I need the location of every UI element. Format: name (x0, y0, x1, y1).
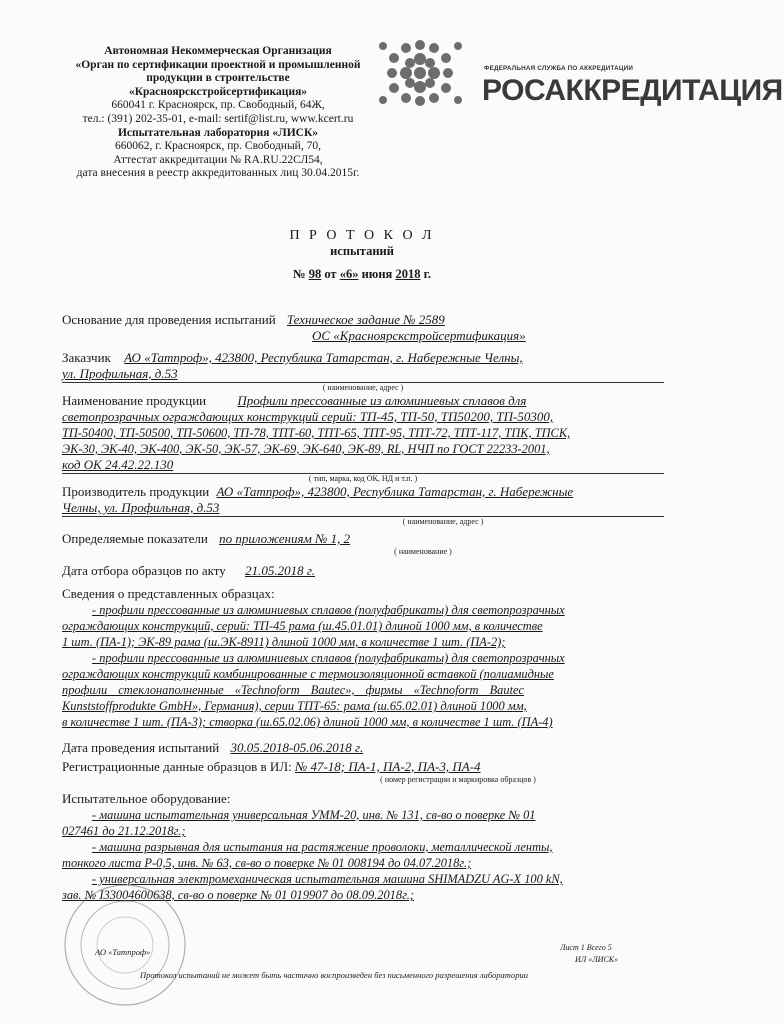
sample-2-line-4: Kunststoffprodukte GmbH», Германия), серии ТПТ-65: рама (ш.65.02.01) длиной 1000 мм, (62, 699, 527, 713)
samples-row-2 (62, 618, 664, 634)
sampling-row (62, 563, 664, 579)
protocol-body (62, 312, 664, 903)
product-row-5 (62, 457, 664, 474)
customer-hint: ( наименование, адрес ) (322, 383, 404, 392)
footer-lab: ИЛ «ЛИСК» (575, 955, 619, 964)
maker-row (62, 484, 664, 500)
product-row-3 (62, 425, 664, 441)
org-contacts: тел.: (391) 202-35-01, e-mail: sertif@list.ru, www.kcert.ru (82, 112, 354, 125)
equipment-label-row (62, 791, 664, 807)
protocol-title: П Р О Т О К О Л (289, 228, 435, 243)
logo-subtitle: ФЕДЕРАЛЬНАЯ СЛУЖБА ПО АККРЕДИТАЦИИ (484, 65, 634, 72)
protocol-month: июня (358, 267, 396, 281)
product-value-4: ЭК-30, ЭК-40, ЭК-400, ЭК-50, ЭК-57, ЭК-69, ЭК-640, ЭК-89, RL, НЧП по ГОСТ 22233-2001, (62, 442, 550, 456)
basis-row-2 (62, 328, 664, 344)
sample-1-line-3: 1 шт. (ПА-1); ЭК-89 рама (ш.ЭК-8911) длиной 1000 мм, в количестве 1 шт. (ПА-2); (62, 635, 506, 649)
equipment-3-line-1: - универсальная электромеханическая испытательная машина SHIMADZU AG-X 100 kN, (92, 872, 563, 886)
from-word: от (321, 267, 340, 281)
samples-row-6 (62, 682, 664, 698)
samples-row-8 (62, 714, 664, 730)
testdate-row (62, 740, 664, 756)
sample-1-line-1: - профили прессованные из алюминиевых сплавов (полуфабрикаты) для светопрозрачных (92, 603, 565, 617)
indicators-hint: ( наименование ) (394, 547, 452, 556)
samples-row-5 (62, 666, 664, 682)
reg-row (62, 759, 664, 775)
samples-label: Сведения о представленных образцах: (62, 586, 275, 601)
equipment-row-1 (62, 807, 664, 823)
customer-row (62, 350, 664, 366)
equipment-row-3 (62, 839, 664, 855)
protocol-subtitle: испытаний (330, 244, 394, 258)
footer-notice: Протокол испытаний не может быть частично воспроизведен без письменного разрешения лаборатории (140, 970, 528, 980)
indicators-label: Определяемые показатели (62, 531, 208, 546)
basis-label: Основание для проведения испытаний (62, 312, 276, 327)
org-line-4: «Красноярскстройсертификация» (128, 85, 308, 98)
equipment-row-2 (62, 823, 664, 839)
reg-value: № 47-18; ПА-1, ПА-2, ПА-3, ПА-4 (294, 759, 481, 774)
footer-sheet: Лист 1 Всего 5 (560, 943, 612, 952)
indicators-value: по приложениям № 1, 2 (219, 531, 351, 546)
basis-value: Техническое задание № 2589 (286, 312, 445, 327)
customer-value: АО «Татпроф», 423800, Республика Татарстан, г. Набережные Челны, (124, 350, 523, 365)
lab-title: Испытательная лаборатория «ЛИСК» (117, 126, 319, 139)
year-suffix: г. (420, 267, 431, 281)
reg-hint: ( номер регистрации и маркировка образцов ) (380, 775, 536, 784)
equipment-2-line-2: тонкого листа Р-0,5, инв. № 63, св-во о поверке № 01 008194 до 04.07.2018г.; (62, 856, 472, 870)
basis-row (62, 312, 664, 328)
customer-value-2: ул. Профильная, д.53 (62, 366, 178, 381)
samples-row-1 (62, 602, 664, 618)
org-line-2: «Орган по сертификации проектной и промышленной (75, 58, 361, 71)
maker-label: Производитель продукции (62, 484, 210, 499)
maker-value-1: АО «Татпроф», 423800, Республика Татарстан, г. Набережные (216, 484, 574, 499)
samples-label-row (62, 586, 664, 602)
samples-row-3 (62, 634, 664, 650)
sample-2-line-2: ограждающих конструкций комбинированные с термоизоляционной вставкой (полиамидные (62, 667, 554, 681)
number-prefix: № (293, 267, 309, 281)
product-value-3: ТП-50400, ТП-50500, ТП-50600, ТП-78, ТПТ-60, ТПТ-65, ТПТ-95, ТПТ-72, ТПТ-117, ТПК, ТПСК, (62, 426, 571, 440)
sampling-label: Дата отбора образцов по акту (62, 563, 226, 578)
customer-row-2 (62, 366, 664, 383)
sample-2-line-3: профили стеклонаполненные «Technoform Bautec», фирмы «Technoform Bautec (62, 683, 525, 697)
reg-label: Регистрационные данные образцов в ИЛ: (62, 759, 292, 774)
maker-hint: ( наименование, адрес ) (402, 517, 484, 526)
basis-value-2: ОС «Красноярскстройсертификация» (312, 328, 526, 343)
equipment-row-4 (62, 855, 664, 871)
sample-1-line-2: ограждающих конструкций, серий: ТП-45 рама (ш.45.01.01) длиной 1000 мм, в количестве (62, 619, 543, 633)
organization-header (48, 45, 388, 181)
org-line-3: продукции в строительстве (146, 72, 290, 85)
product-label: Наименование продукции (62, 393, 207, 408)
equipment-1-line-2: 027461 до 21.12.2018г.; (62, 824, 186, 838)
lab-attestat: Аттестат аккредитации № RA.RU.22СЛ54, (113, 153, 323, 166)
samples-row-4 (62, 650, 664, 666)
testdate-value: 30.05.2018-05.06.2018 г. (230, 740, 364, 755)
equipment-3-line-2: зав. № I33004600638, св-во о поверке № 01 019907 до 08.09.2018г.; (62, 888, 414, 902)
sample-2-line-5: в количестве 1 шт. (ПА-3); створка (ш.65.02.06) длиной 1000 мм, в количестве 1 шт. (ПА-4) (62, 715, 553, 729)
lab-registry: дата внесения в реестр аккредитованных лиц 30.04.2015г. (76, 167, 360, 180)
product-value-2: светопрозрачных ограждающих конструкций серий: ТП-45, ТП-50, ТП50200, ТП-50300, (62, 409, 554, 424)
logo-name: РОСАККРЕДИТАЦИЯ (482, 74, 783, 107)
indicators-row (62, 531, 664, 547)
equipment-label: Испытательное оборудование: (62, 791, 231, 806)
sample-2-line-1: - профили прессованные из алюминиевых сплавов (полуфабрикаты) для светопрозрачных (92, 651, 565, 665)
product-row-4 (62, 441, 664, 457)
product-row (62, 393, 664, 409)
protocol-number: 98 (308, 267, 322, 281)
protocol-number-line (0, 267, 724, 282)
maker-row-2 (62, 500, 664, 517)
customer-label: Заказчик (62, 350, 111, 365)
org-address: 660041 г. Красноярск, пр. Свободный, 64Ж, (111, 99, 325, 112)
maker-value-2: Челны, ул. Профильная, д.53 (62, 500, 220, 515)
sampling-value: 21.05.2018 г. (245, 563, 315, 578)
lab-stamp-icon (60, 880, 190, 1010)
product-value-1: Профили прессованные из алюминиевых сплавов для (237, 393, 527, 408)
equipment-1-line-1: - машина испытательная универсальная УММ-20, инв. № 131, св-во о поверке № 01 (92, 808, 536, 822)
product-row-2 (62, 409, 664, 425)
samples-row-7 (62, 698, 664, 714)
equipment-2-line-1: - машина разрывная для испытания на растяжение проволоки, металлической ленты, (92, 840, 553, 854)
protocol-day: «6» (339, 267, 359, 281)
org-line-1: Автономная Некоммерческая Организация (104, 45, 332, 57)
product-value-5: код ОК 24.42.22.130 (62, 457, 174, 472)
product-hint: ( тип, марка, код ОК, НД и т.п. ) (308, 474, 418, 483)
footer-customer: АО «Татпроф» (95, 947, 151, 957)
testdate-label: Дата проведения испытаний (62, 740, 220, 755)
lab-address: 660062, г. Красноярск, пр. Свободный, 70, (115, 140, 321, 153)
protocol-year: 2018 (395, 267, 421, 281)
